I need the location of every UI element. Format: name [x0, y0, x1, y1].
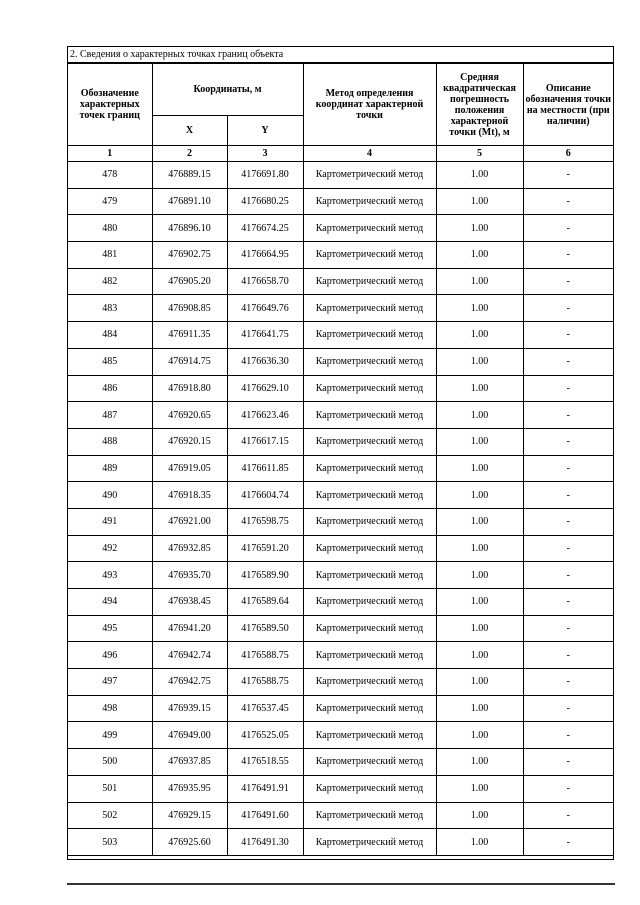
- method-cell: Картометрический метод: [303, 348, 436, 375]
- x-coordinate-cell: 476932.85: [152, 535, 227, 562]
- x-coordinate-cell: 476911.35: [152, 322, 227, 349]
- description-cell: -: [523, 642, 613, 669]
- error-cell: 1.00: [436, 188, 523, 215]
- method-cell: Картометрический метод: [303, 508, 436, 535]
- table-row: [68, 402, 613, 429]
- x-coordinate-cell: 476896.10: [152, 215, 227, 242]
- x-coordinate-cell: 476920.65: [152, 402, 227, 429]
- y-coordinate-cell: 4176589.50: [227, 615, 303, 642]
- table-row: [68, 482, 613, 509]
- method-cell: Картометрический метод: [303, 562, 436, 589]
- point-id-cell: 499: [68, 722, 152, 749]
- table-row: [68, 242, 613, 269]
- point-id-cell: 492: [68, 535, 152, 562]
- point-id-cell: 484: [68, 322, 152, 349]
- description-cell: -: [523, 188, 613, 215]
- method-cell: Картометрический метод: [303, 722, 436, 749]
- point-id-cell: 494: [68, 589, 152, 616]
- point-id-cell: 503: [68, 829, 152, 856]
- error-cell: 1.00: [436, 829, 523, 856]
- table-row: [68, 268, 613, 295]
- table-row: [68, 215, 613, 242]
- method-cell: Картометрический метод: [303, 162, 436, 189]
- description-cell: -: [523, 775, 613, 802]
- table-row: [68, 348, 613, 375]
- y-coordinate-cell: 4176604.74: [227, 482, 303, 509]
- column-number: 6: [523, 146, 613, 162]
- method-cell: Картометрический метод: [303, 428, 436, 455]
- error-cell: 1.00: [436, 695, 523, 722]
- y-coordinate-cell: 4176617.15: [227, 428, 303, 455]
- description-cell: -: [523, 402, 613, 429]
- x-coordinate-cell: 476908.85: [152, 295, 227, 322]
- error-cell: 1.00: [436, 242, 523, 269]
- description-cell: -: [523, 562, 613, 589]
- table-row: [68, 428, 613, 455]
- header-coordinates: Координаты, м: [152, 64, 303, 116]
- table-row: [68, 562, 613, 589]
- y-coordinate-cell: 4176629.10: [227, 375, 303, 402]
- header-method: Метод определения координат характерной точки: [303, 64, 436, 146]
- description-cell: -: [523, 375, 613, 402]
- description-cell: -: [523, 242, 613, 269]
- error-cell: 1.00: [436, 402, 523, 429]
- description-cell: -: [523, 295, 613, 322]
- x-coordinate-cell: 476918.35: [152, 482, 227, 509]
- table-row: [68, 695, 613, 722]
- point-id-cell: 501: [68, 775, 152, 802]
- y-coordinate-cell: 4176491.91: [227, 775, 303, 802]
- method-cell: Картометрический метод: [303, 215, 436, 242]
- method-cell: Картометрический метод: [303, 829, 436, 856]
- method-cell: Картометрический метод: [303, 455, 436, 482]
- table-row: [68, 455, 613, 482]
- x-coordinate-cell: 476929.15: [152, 802, 227, 829]
- table-row: [68, 669, 613, 696]
- method-cell: Картометрический метод: [303, 482, 436, 509]
- header-y: Y: [227, 116, 303, 146]
- x-coordinate-cell: 476949.00: [152, 722, 227, 749]
- column-number: 3: [227, 146, 303, 162]
- point-id-cell: 493: [68, 562, 152, 589]
- point-id-cell: 502: [68, 802, 152, 829]
- y-coordinate-cell: 4176588.75: [227, 642, 303, 669]
- point-id-cell: 491: [68, 508, 152, 535]
- table-row: [68, 375, 613, 402]
- y-coordinate-cell: 4176598.75: [227, 508, 303, 535]
- y-coordinate-cell: 4176680.25: [227, 188, 303, 215]
- header-x: X: [152, 116, 227, 146]
- error-cell: 1.00: [436, 508, 523, 535]
- x-coordinate-cell: 476902.75: [152, 242, 227, 269]
- x-coordinate-cell: 476914.75: [152, 348, 227, 375]
- point-id-cell: 478: [68, 162, 152, 189]
- description-cell: -: [523, 589, 613, 616]
- table-row: [68, 615, 613, 642]
- x-coordinate-cell: 476889.15: [152, 162, 227, 189]
- error-cell: 1.00: [436, 802, 523, 829]
- x-coordinate-cell: 476941.20: [152, 615, 227, 642]
- method-cell: Картометрический метод: [303, 695, 436, 722]
- point-id-cell: 498: [68, 695, 152, 722]
- boundary-points-table: [68, 63, 613, 856]
- method-cell: Картометрический метод: [303, 749, 436, 776]
- x-coordinate-cell: 476937.85: [152, 749, 227, 776]
- point-id-cell: 496: [68, 642, 152, 669]
- y-coordinate-cell: 4176641.75: [227, 322, 303, 349]
- description-cell: -: [523, 348, 613, 375]
- error-cell: 1.00: [436, 322, 523, 349]
- error-cell: 1.00: [436, 428, 523, 455]
- x-coordinate-cell: 476935.70: [152, 562, 227, 589]
- description-cell: -: [523, 508, 613, 535]
- table-row: [68, 749, 613, 776]
- error-cell: 1.00: [436, 589, 523, 616]
- error-cell: 1.00: [436, 535, 523, 562]
- description-cell: -: [523, 268, 613, 295]
- point-id-cell: 495: [68, 615, 152, 642]
- table-row: [68, 775, 613, 802]
- description-cell: -: [523, 695, 613, 722]
- y-coordinate-cell: 4176491.60: [227, 802, 303, 829]
- column-number: 1: [68, 146, 152, 162]
- y-coordinate-cell: 4176588.75: [227, 669, 303, 696]
- x-coordinate-cell: 476918.80: [152, 375, 227, 402]
- header-point-designation: Обозначение характерных точек границ: [68, 64, 152, 146]
- description-cell: -: [523, 215, 613, 242]
- header-error: Средняя квадратическая погрешность положения характерной точки (Mt), м: [436, 64, 523, 146]
- error-cell: 1.00: [436, 215, 523, 242]
- point-id-cell: 497: [68, 669, 152, 696]
- y-coordinate-cell: 4176623.46: [227, 402, 303, 429]
- x-coordinate-cell: 476891.10: [152, 188, 227, 215]
- x-coordinate-cell: 476938.45: [152, 589, 227, 616]
- method-cell: Картометрический метод: [303, 402, 436, 429]
- x-coordinate-cell: 476921.00: [152, 508, 227, 535]
- table-row: [68, 295, 613, 322]
- x-coordinate-cell: 476925.60: [152, 829, 227, 856]
- method-cell: Картометрический метод: [303, 535, 436, 562]
- method-cell: Картометрический метод: [303, 322, 436, 349]
- column-number: 2: [152, 146, 227, 162]
- point-id-cell: 488: [68, 428, 152, 455]
- method-cell: Картометрический метод: [303, 268, 436, 295]
- y-coordinate-cell: 4176589.64: [227, 589, 303, 616]
- error-cell: 1.00: [436, 669, 523, 696]
- table-row: [68, 829, 613, 856]
- table-row: [68, 322, 613, 349]
- description-cell: -: [523, 535, 613, 562]
- point-id-cell: 483: [68, 295, 152, 322]
- point-id-cell: 486: [68, 375, 152, 402]
- x-coordinate-cell: 476942.75: [152, 669, 227, 696]
- error-cell: 1.00: [436, 348, 523, 375]
- error-cell: 1.00: [436, 375, 523, 402]
- point-id-cell: 485: [68, 348, 152, 375]
- table-row: [68, 535, 613, 562]
- method-cell: Картометрический метод: [303, 589, 436, 616]
- footer-divider: [67, 883, 615, 885]
- table-row: [68, 188, 613, 215]
- y-coordinate-cell: 4176518.55: [227, 749, 303, 776]
- description-cell: -: [523, 162, 613, 189]
- description-cell: -: [523, 749, 613, 776]
- description-cell: -: [523, 455, 613, 482]
- method-cell: Картометрический метод: [303, 642, 436, 669]
- error-cell: 1.00: [436, 268, 523, 295]
- description-cell: -: [523, 322, 613, 349]
- y-coordinate-cell: 4176636.30: [227, 348, 303, 375]
- method-cell: Картометрический метод: [303, 775, 436, 802]
- y-coordinate-cell: 4176674.25: [227, 215, 303, 242]
- y-coordinate-cell: 4176649.76: [227, 295, 303, 322]
- error-cell: 1.00: [436, 722, 523, 749]
- method-cell: Картометрический метод: [303, 295, 436, 322]
- y-coordinate-cell: 4176658.70: [227, 268, 303, 295]
- table-row: [68, 508, 613, 535]
- method-cell: Картометрический метод: [303, 188, 436, 215]
- header-description: Описание обозначения точки на местности (при наличии): [523, 64, 613, 146]
- point-id-cell: 490: [68, 482, 152, 509]
- x-coordinate-cell: 476942.74: [152, 642, 227, 669]
- description-cell: -: [523, 722, 613, 749]
- table-row: [68, 589, 613, 616]
- point-id-cell: 479: [68, 188, 152, 215]
- error-cell: 1.00: [436, 562, 523, 589]
- y-coordinate-cell: 4176537.45: [227, 695, 303, 722]
- y-coordinate-cell: 4176664.95: [227, 242, 303, 269]
- error-cell: 1.00: [436, 455, 523, 482]
- error-cell: 1.00: [436, 775, 523, 802]
- x-coordinate-cell: 476905.20: [152, 268, 227, 295]
- method-cell: Картометрический метод: [303, 375, 436, 402]
- method-cell: Картометрический метод: [303, 802, 436, 829]
- y-coordinate-cell: 4176589.90: [227, 562, 303, 589]
- point-id-cell: 487: [68, 402, 152, 429]
- point-id-cell: 482: [68, 268, 152, 295]
- x-coordinate-cell: 476935.95: [152, 775, 227, 802]
- description-cell: -: [523, 669, 613, 696]
- method-cell: Картометрический метод: [303, 615, 436, 642]
- point-id-cell: 481: [68, 242, 152, 269]
- error-cell: 1.00: [436, 482, 523, 509]
- error-cell: 1.00: [436, 749, 523, 776]
- y-coordinate-cell: 4176525.05: [227, 722, 303, 749]
- y-coordinate-cell: 4176691.80: [227, 162, 303, 189]
- error-cell: 1.00: [436, 162, 523, 189]
- table-body: [68, 162, 613, 856]
- point-id-cell: 489: [68, 455, 152, 482]
- description-cell: -: [523, 428, 613, 455]
- error-cell: 1.00: [436, 295, 523, 322]
- table-row: [68, 162, 613, 189]
- error-cell: 1.00: [436, 642, 523, 669]
- document-frame: [67, 46, 614, 860]
- y-coordinate-cell: 4176491.30: [227, 829, 303, 856]
- section-title: 2. Сведения о характерных точках границ объекта: [68, 47, 613, 63]
- table-row: [68, 642, 613, 669]
- table-row: [68, 802, 613, 829]
- description-cell: -: [523, 802, 613, 829]
- method-cell: Картометрический метод: [303, 669, 436, 696]
- x-coordinate-cell: 476939.15: [152, 695, 227, 722]
- column-number: 5: [436, 146, 523, 162]
- y-coordinate-cell: 4176591.20: [227, 535, 303, 562]
- x-coordinate-cell: 476920.15: [152, 428, 227, 455]
- x-coordinate-cell: 476919.05: [152, 455, 227, 482]
- column-number: 4: [303, 146, 436, 162]
- table-row: [68, 722, 613, 749]
- y-coordinate-cell: 4176611.85: [227, 455, 303, 482]
- error-cell: 1.00: [436, 615, 523, 642]
- description-cell: -: [523, 829, 613, 856]
- method-cell: Картометрический метод: [303, 242, 436, 269]
- point-id-cell: 500: [68, 749, 152, 776]
- point-id-cell: 480: [68, 215, 152, 242]
- description-cell: -: [523, 482, 613, 509]
- description-cell: -: [523, 615, 613, 642]
